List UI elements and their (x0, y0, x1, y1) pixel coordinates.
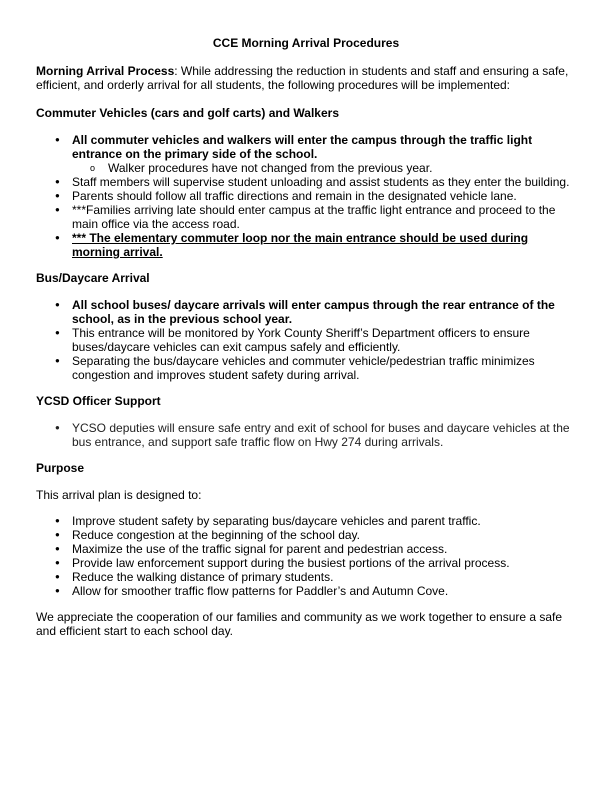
list-item: ● Maximize the use of the traffic signal for parent and pedestrian access. (36, 542, 576, 556)
list-item: ● Reduce the walking distance of primary students. (36, 570, 576, 584)
intro-label: Morning Arrival Process (36, 64, 175, 78)
page-title: CCE Morning Arrival Procedures (212, 36, 400, 50)
intro-paragraph (36, 64, 576, 92)
purpose-list (36, 514, 576, 598)
intro-text: : While addressing the reduction in students and staff and ensuring a safe, efficient, and orderly arrival for all students, the following procedures will be implemented: (36, 64, 569, 92)
commuter-item-1: All commuter vehicles and walkers will enter the campus through the traffic light entrance on the primary side of the school. (72, 133, 533, 161)
list-item (36, 133, 576, 175)
list-item: ● Parents should follow all traffic directions and remain in the designated vehicle lane. (36, 189, 576, 203)
commuter-subitem: o Walker procedures have not changed from the previous year. (72, 161, 576, 175)
list-item: ● Reduce congestion at the beginning of the school day. (36, 528, 576, 542)
list-item: ● Allow for smoother traffic flow patterns for Paddler’s and Autumn Cove. (36, 584, 576, 598)
list-item: ● Improve student safety by separating bus/daycare vehicles and parent traffic. (36, 514, 576, 528)
commuter-list (36, 133, 576, 259)
list-item: ● Staff members will supervise student unloading and assist students as they enter the building. (36, 175, 576, 189)
bus-list (36, 298, 576, 382)
document-page (36, 36, 576, 638)
commuter-heading: Commuter Vehicles (cars and golf carts) and Walkers (36, 106, 339, 120)
purpose-lead: This arrival plan is designed to: (36, 488, 202, 502)
purpose-heading: Purpose (36, 461, 85, 475)
officer-list (36, 421, 576, 449)
commuter-sublist (72, 161, 576, 175)
bus-heading: Bus/Daycare Arrival (36, 271, 150, 285)
list-item: ● All school buses/ daycare arrivals will enter campus through the rear entrance of the school, as in the previous school year. (36, 298, 576, 326)
list-item: ● Separating the bus/daycare vehicles and commuter vehicle/pedestrian traffic minimizes congestion and improves student safety during arrival. (36, 354, 576, 382)
list-item: ● Provide law enforcement support during the busiest portions of the arrival process. (36, 556, 576, 570)
closing-paragraph: We appreciate the cooperation of our families and community as we work together to ensure a safe and efficient start to each school day. (36, 610, 563, 638)
officer-heading: YCSD Officer Support (36, 394, 161, 408)
list-item: ● ***Families arriving late should enter campus at the traffic light entrance and proceed to the main office via the access road. (36, 203, 576, 231)
list-item: ● YCSO deputies will ensure safe entry and exit of school for buses and daycare vehicles at the bus entrance, and support safe traffic flow on Hwy 274 during arrivals. (36, 421, 576, 449)
list-item: ● This entrance will be monitored by York County Sheriff’s Department officers to ensure buses/daycare vehicles can exit campus safely and efficiently. (36, 326, 576, 354)
list-item: ● *** The elementary commuter loop nor the main entrance should be used during morning arrival. (36, 231, 576, 259)
